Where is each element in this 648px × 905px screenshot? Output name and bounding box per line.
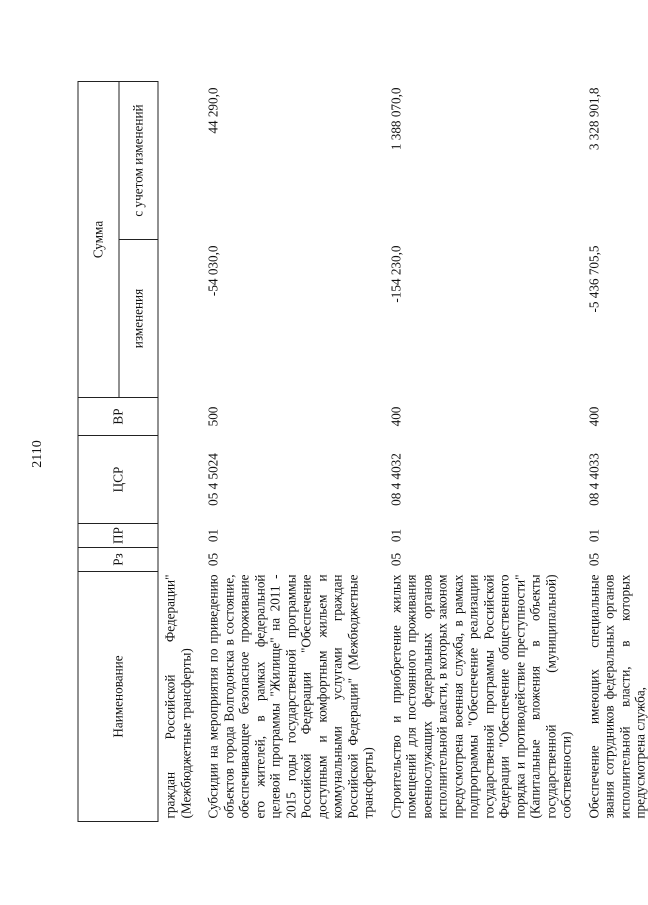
budget-table — [78, 81, 648, 822]
table-row — [576, 82, 648, 822]
row-changes: -54 030,0 — [205, 245, 221, 297]
row-changes: -5 436 705,5 — [586, 245, 601, 313]
header-changes: изменения — [119, 240, 158, 398]
row-name: Обеспечение имеющих специальные звания сотрудников федеральных органов исполнительной власти, в которых предусмотрена служба, — [586, 574, 648, 819]
rotated-budget-sheet — [78, 82, 648, 822]
row-total: 1 388 070,0 — [388, 87, 403, 151]
row-pr — [158, 524, 196, 548]
row-csr: 08 4 4033 — [586, 453, 601, 506]
row-pr: 01 — [205, 528, 221, 543]
row-total: 3 328 901,8 — [586, 87, 601, 151]
row-rz — [158, 548, 196, 572]
table-row — [378, 82, 576, 822]
header-sum: Сумма — [78, 82, 119, 398]
page-number: 2110 — [30, 440, 45, 468]
row-vr: 400 — [586, 406, 601, 427]
row-total — [158, 82, 196, 240]
row-csr: 08 4 4032 — [388, 453, 403, 506]
row-csr: 05 4 5024 — [205, 453, 221, 506]
row-csr — [158, 436, 196, 524]
table-row — [158, 82, 196, 822]
row-name: граждан Российской Федерации" (Межбюджетные трансферты) — [162, 574, 193, 819]
row-name: Строительство и приобретение жилых помещений для постоянного проживания военнослужащих федеральных органов исполнительной власти, в которых законом предусмотрена военная служба, в рамках подпрограммы "Обеспечение реализации государственной программы Российской Федерации "Обеспечение общественного порядка и противодействие преступности" (Капитальные вложения в объекты государственной (муниципальной) собственности) — [388, 574, 574, 819]
row-rz: 05 — [586, 552, 601, 567]
header-pr: ПР — [78, 524, 158, 548]
row-pr: 01 — [388, 528, 403, 543]
row-changes: -154 230,0 — [388, 245, 403, 303]
row-rz: 05 — [388, 552, 403, 567]
header-vr: ВР — [78, 398, 158, 436]
row-name: Субсидии на мероприятия по приведению объектов города Волгодонска в состояние, обеспечивающее безопасное проживание его жителей, в рамках федеральной целевой программы "Жилище" на 2011 - 2015 годы государственной программы Российской Федерации "Обеспечение доступным и комфортным жильем и коммунальными услугами граждан Российской Федерации" (Межбюджетные трансферты) — [205, 574, 376, 819]
row-vr: 500 — [205, 406, 221, 427]
row-total: 44 290,0 — [205, 87, 221, 134]
header-with-changes: с учетом изменений — [119, 82, 158, 240]
table-row — [196, 82, 379, 822]
header-csr: ЦСР — [78, 436, 158, 524]
row-rz: 05 — [205, 552, 221, 567]
row-changes — [158, 240, 196, 398]
header-rz: Рз — [78, 548, 158, 572]
header-name: Наименование — [78, 572, 158, 822]
row-pr: 01 — [586, 528, 601, 543]
row-vr: 400 — [388, 406, 403, 427]
row-vr — [158, 398, 196, 436]
